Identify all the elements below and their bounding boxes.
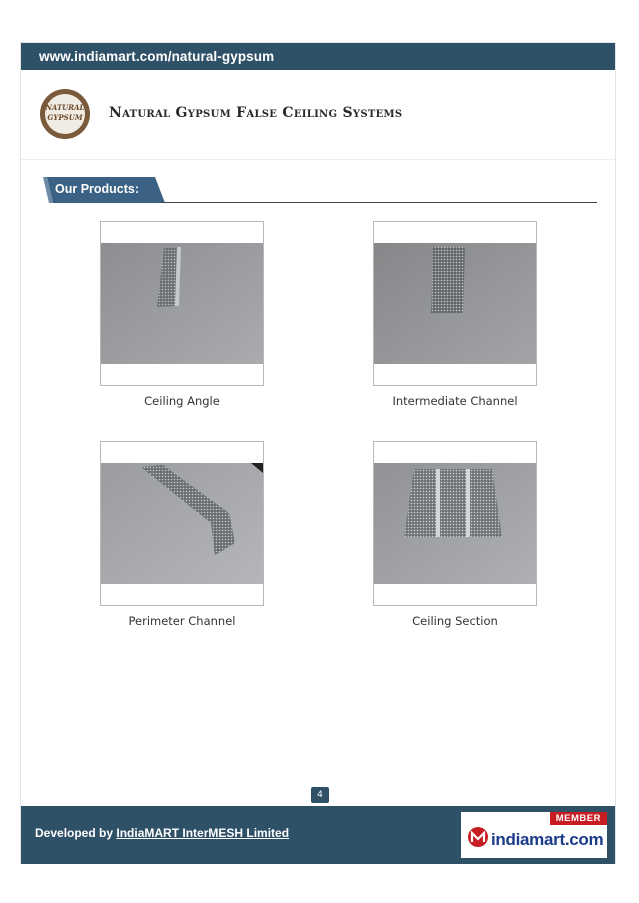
perimeter-channel-photo (101, 463, 263, 584)
product-image-frame (100, 441, 264, 606)
website-url[interactable]: www.indiamart.com/natural-gypsum (39, 49, 275, 64)
company-header (21, 70, 615, 160)
product-card[interactable] (100, 441, 264, 628)
product-label: Perimeter Channel (128, 614, 236, 628)
section-divider (161, 202, 597, 203)
intermediate-channel-photo (374, 243, 536, 364)
footer-developed-prefix: Developed by (35, 826, 114, 840)
product-image-frame (373, 221, 537, 386)
logo-text-bottom: GYPSUM (47, 113, 83, 122)
product-card[interactable] (373, 441, 537, 628)
logo-text-top: NATURAL (45, 103, 85, 112)
ceiling-section-photo (374, 463, 536, 584)
member-tag: MEMBER (550, 812, 607, 825)
product-card[interactable] (373, 221, 537, 408)
company-name: Natural Gypsum False Ceiling Systems (109, 105, 403, 121)
indiamart-logo-icon (467, 826, 489, 848)
product-image-frame (100, 221, 264, 386)
footer-credit (35, 826, 289, 840)
indiamart-brand: indiamart.com (491, 830, 604, 849)
developer-link[interactable]: IndiaMART InterMESH Limited (116, 826, 290, 840)
product-label: Ceiling Angle (144, 394, 220, 408)
product-label: Ceiling Section (412, 614, 498, 628)
ceiling-angle-photo (101, 243, 263, 364)
product-label: Intermediate Channel (392, 394, 518, 408)
product-image-frame (373, 441, 537, 606)
indiamart-member-badge[interactable] (461, 812, 607, 858)
footer-bar (21, 806, 615, 864)
section-tab (43, 177, 163, 203)
page-number: 4 (311, 787, 329, 803)
company-logo (39, 88, 91, 140)
url-banner (21, 43, 615, 70)
section-title: Our Products: (55, 182, 140, 196)
document-page (20, 42, 616, 864)
product-card[interactable] (100, 221, 264, 408)
